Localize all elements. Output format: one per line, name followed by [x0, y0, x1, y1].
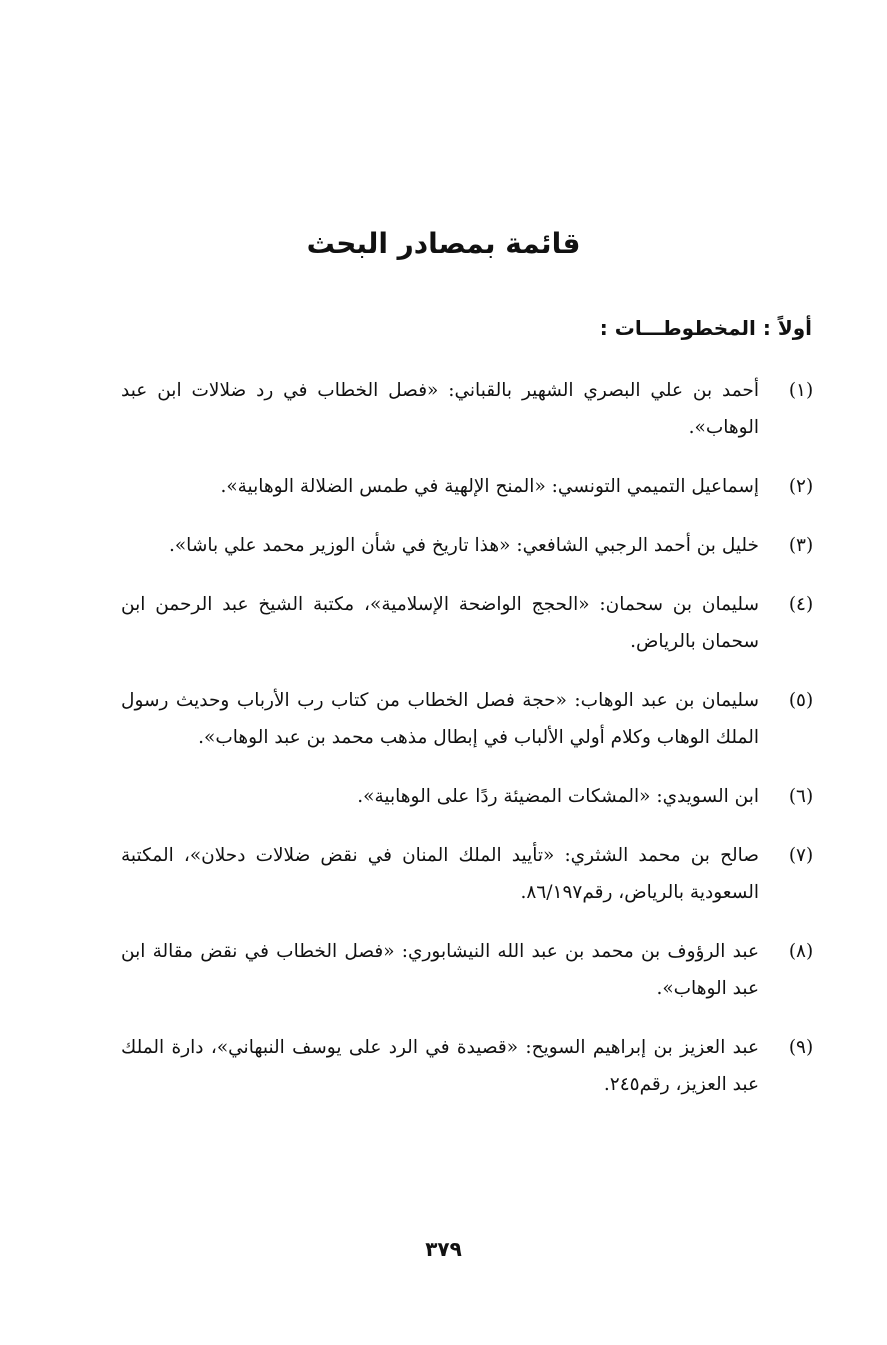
entry-text: عبد العزيز بن إبراهيم السويح: «قصيدة في الرد على يوسف النبهاني»، دارة الملك عبد العزيز، رقم٢٤٥. — [121, 1037, 759, 1095]
bibliography-entry — [121, 586, 821, 660]
entry-number: (٨) — [788, 941, 814, 962]
entry-text: ابن السويدي: «المشكات المضيئة ردًا على الوهابية». — [357, 786, 759, 807]
entry-number: (١) — [788, 380, 814, 401]
section-heading-manuscripts: أولاً : المخطوطـــات : — [599, 316, 812, 340]
page-number: ٣٧٩ — [425, 1237, 462, 1261]
entry-text: عبد الرؤوف بن محمد بن عبد الله النيشابوري: «فصل الخطاب في نقض مقالة ابن عبد الوهاب». — [121, 941, 759, 999]
entry-text: سليمان بن عبد الوهاب: «حجة فصل الخطاب من كتاب رب الأرباب وحديث رسول الملك الوهاب وكلام أولي الألباب في إبطال مذهب محمد بن عبد الوهاب». — [121, 690, 759, 748]
entry-text: سليمان بن سحمان: «الحجج الواضحة الإسلامية»، مكتبة الشيخ عبد الرحمن ابن سحمان بالرياض. — [121, 594, 759, 652]
bibliography-entry — [121, 527, 821, 564]
bibliography-entry — [121, 933, 821, 1007]
bibliography-entry — [121, 682, 821, 756]
bibliography-entry — [121, 372, 821, 446]
entry-text: صالح بن محمد الشثري: «تأييد الملك المنان في نقض ضلالات دحلان»، المكتبة السعودية بالرياض، رقم٨٦/١٩٧. — [121, 845, 759, 903]
bibliography-entry — [121, 1029, 821, 1103]
entry-number: (٥) — [788, 690, 814, 711]
bibliography-entry — [121, 837, 821, 911]
page-title: قائمة بمصادر البحث — [306, 227, 581, 260]
entry-number: (٦) — [788, 786, 814, 807]
entry-number: (٩) — [788, 1037, 814, 1058]
entry-text: أحمد بن علي البصري الشهير بالقباني: «فصل الخطاب في رد ضلالات ابن عبد الوهاب». — [121, 380, 759, 438]
entry-number: (٣) — [788, 535, 814, 556]
entry-number: (٧) — [788, 845, 814, 866]
entry-text: إسماعيل التميمي التونسي: «المنح الإلهية في طمس الضلالة الوهابية». — [220, 476, 759, 497]
entry-number: (٢) — [788, 476, 814, 497]
bibliography-entry — [121, 778, 821, 815]
bibliography-list — [121, 372, 821, 1125]
bibliography-entry — [121, 468, 821, 505]
entry-text: خليل بن أحمد الرجبي الشافعي: «هذا تاريخ في شأن الوزير محمد علي باشا». — [168, 535, 759, 556]
entry-number: (٤) — [788, 594, 814, 615]
